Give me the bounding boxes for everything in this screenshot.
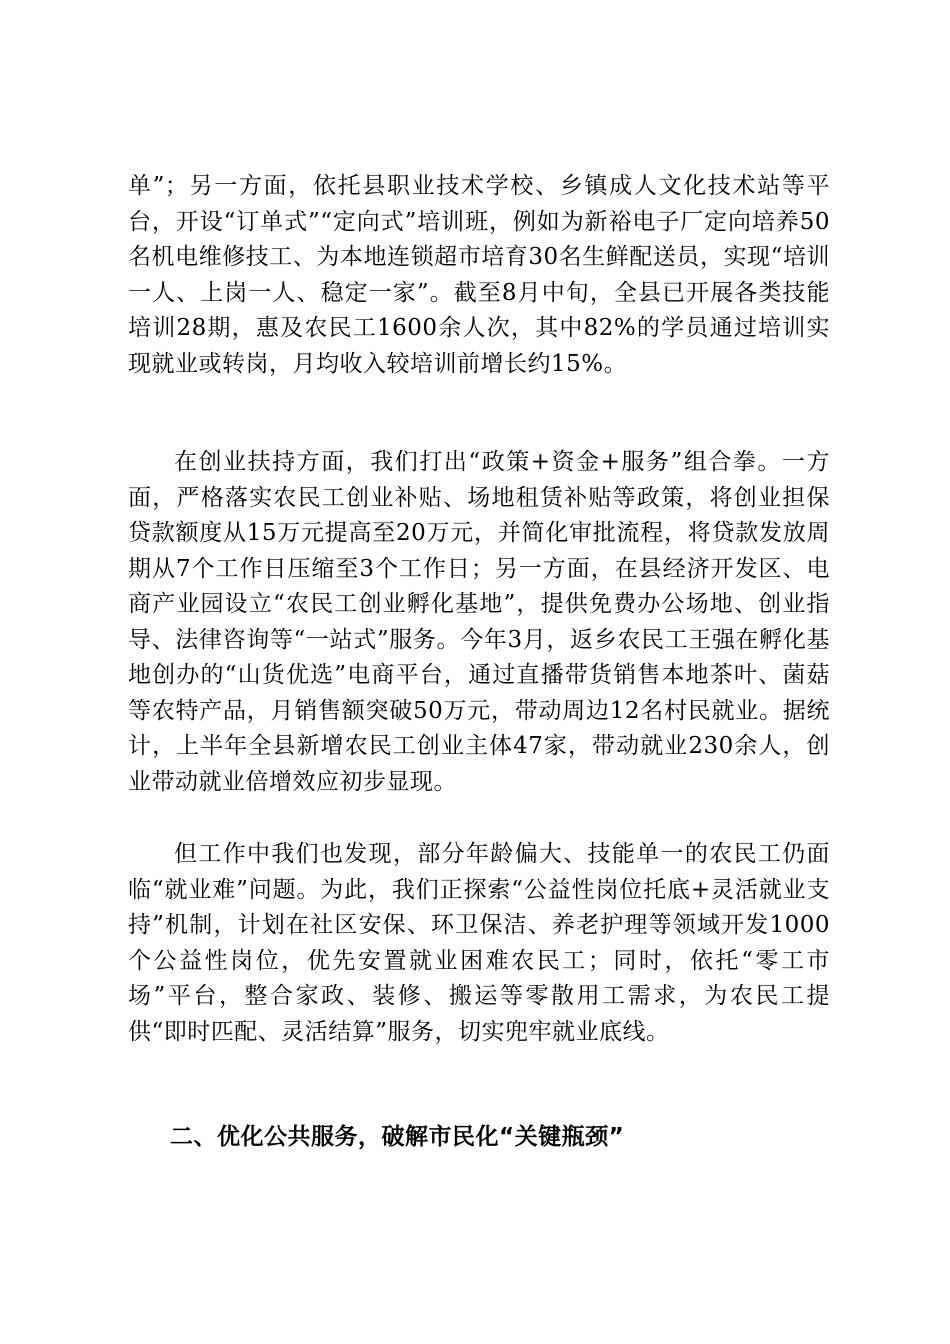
- body-paragraph: 在创业扶持方面，我们打出“政策+资金+服务”组合拳。一方面，严格落实农民工创业补贴、场地租赁补贴等政策，将创业担保贷款额度从15万元提高至20万元，并简化审批流程，将贷款发放周期从7个工作日压缩至3个工作日；另一方面，在县经济开发区、电商产业园设立“农民工创业孵化基地”，提供免费办公场地、创业指导、法律咨询等“一站式”服务。今年3月，返乡农民工王强在孵化基地创办的“山货优选”电商平台，通过直播带货销售本地茶叶、菌菇等农特产品，月销售额突破50万元，带动周边12名村民就业。据统计，上半年全县新增农民工创业主体47家，带动就业230余人，创业带动就业倍增效应初步显现。: [128, 449, 830, 795]
- body-paragraph: 单”；另一方面，依托县职业技术学校、乡镇成人文化技术站等平台，开设“订单式”“定向式”培训班，例如为新裕电子厂定向培养50名机电维修技工、为本地连锁超市培育30名生鲜配送员，实现“培训一人、上岗一人、稳定一家”。截至8月中旬，全县已开展各类技能培训28期，惠及农民工1600余人次，其中82%的学员通过培训实现就业或转岗，月均收入较培训前增长约15%。: [128, 173, 830, 377]
- body-paragraph: 但工作中我们也发现，部分年龄偏大、技能单一的农民工仍面临“就业难”问题。为此，我们正探索“公益性岗位托底+灵活就业支持”机制，计划在社区安保、环卫保洁、养老护理等领域开发1000个公益性岗位，优先安置就业困难农民工；同时，依托“零工市场”平台，整合家政、装修、搬运等零散用工需求，为农民工提供“即时匹配、灵活结算”服务，切实兜牢就业底线。: [128, 841, 830, 1045]
- section-heading: 二、优化公共服务，破解市民化“关键瓶颈”: [170, 1124, 625, 1150]
